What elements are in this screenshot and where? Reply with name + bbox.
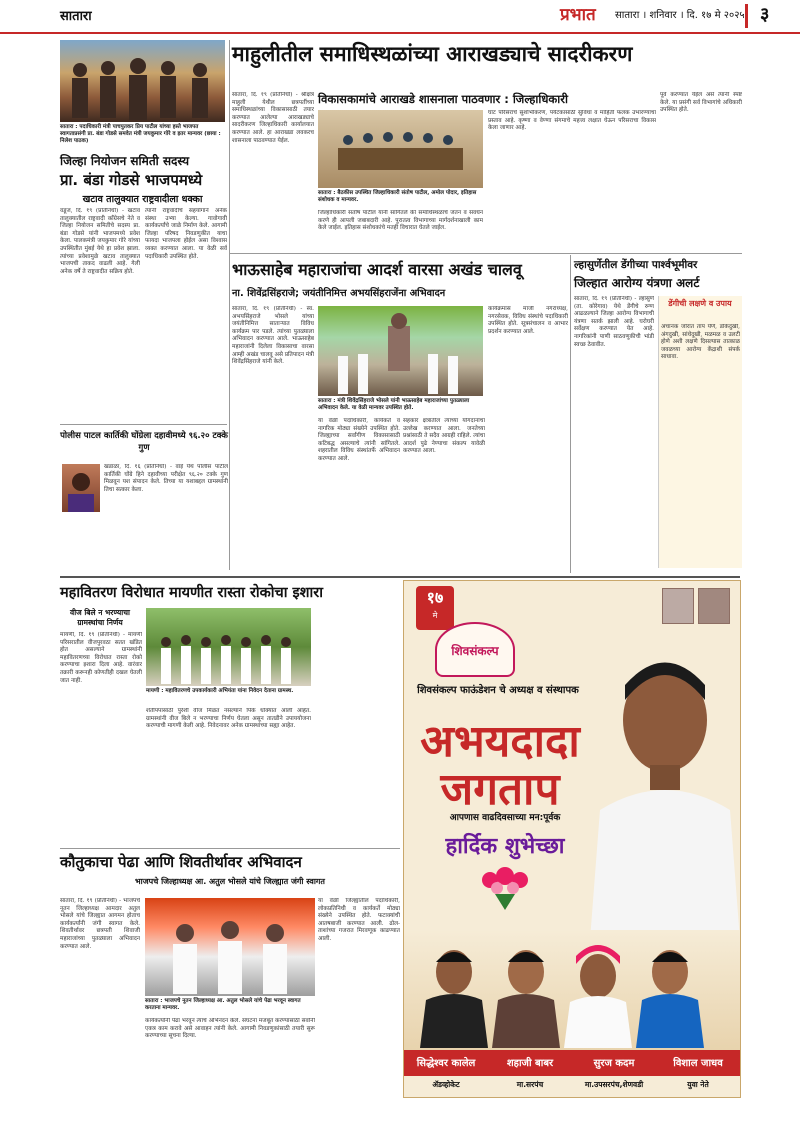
photo-caption: सातारा : पदाधिकारी मंत्री पाचपुतकर प्रिय पाटील यांच्या हस्ते भाजपत स्वागताप्रसंगी प्रा. बंडा गोडसे समवेत मंत्री जयकुमार गोरे व इतर मान्यवर (छाया : निलेश पाठक) <box>60 124 221 144</box>
divider <box>60 576 740 578</box>
article-headline: महावितरण विरोधात मायणीत रास्ता रोकोचा इशारा <box>60 585 323 601</box>
page-number: ३ <box>760 4 770 25</box>
supporter-name: सिद्धेश्वर कालेल <box>416 1058 476 1069</box>
article-body: जिल्हाधिकारी संतोष पाटील यांनी सांगितले की समाधिस्थळांचे जतन व संवर्धन करणे ही आपली जबाबदारी आहे. पुरातत्व विभागाच्या मार्गदर्शनाखाली काम केले जाईल. इतिहास संशोधकांचे मतही विचारात घेतले जाईल. <box>318 210 483 232</box>
photo-caption: सातारा : भाजपचे नूतन जिल्हाध्यक्ष आ. अतुल भोसले यांचे पेढा भरवून स्वागत करताना मान्यवर. <box>145 998 301 1011</box>
article-body: सहकार क्षेत्रातील त्यांच्या योगदानाचा उल्लेख करण्यात आला. जनतेच्या प्रश्नांसाठी ते सदैव आग्रही राहिले. त्यांचा आदर्श पुढे नेण्याचा संकल्प यावेळी करण्यात आला. <box>403 418 485 455</box>
ad-greeting: हार्दिक शुभेच्छा <box>445 833 565 859</box>
article-body: सातारा, दि. १९ (प्रतिनिधी) - ल्हासुर्णे (ता. कोरेगाव) येथे डेंगीचे रुग्ण आढळल्याने जिल्हा आरोग्य विभागाची यंत्रणा सतर्क झाली आहे. घरोघरी सर्वेक्षण करण्यात येत आहे. नागरिकांनी पाणी साठवणुकीची भांडी स्वच्छ ठेवावीत. <box>574 296 654 348</box>
article-body: पूर्व करण्यात येईल असे त्यांनी स्पष्ट केले. या प्रसंगी सर्व विभागांचे अधिकारी उपस्थित होते. <box>660 92 742 114</box>
newspaper-brand: प्रभात <box>560 5 596 25</box>
supporter-photo <box>420 938 488 1048</box>
article-body: सातारा, दि. १९ (प्रतिनिधी) - भाजपचे नूतन जिल्हाध्यक्ष आमदार अतुल भोसले यांचे जिल्ह्यात आगमन होताच कार्यकर्त्यांनी जंगी स्वागत केले. शिवतीर्थावर छत्रपती शिवाजी महाराजांच्या पुतळ्याला अभिवादन करण्यात आले. <box>60 898 140 950</box>
supporter-photo <box>492 938 560 1048</box>
group-silhouettes-icon <box>60 40 225 122</box>
supporter-role: मा.सरपंच <box>516 1080 544 1089</box>
photo-caption: सातारा : मंत्री शिवेंद्रसिंहराजे भोसले यांनी भाऊसाहेब महाराजांच्या पुतळ्याला अभिवादन केले. या वेळी मान्यवर उपस्थित होते. <box>318 398 470 411</box>
greeting-people-icon <box>145 898 315 996</box>
ad-organization: शिवसंकल्प फाऊंडेशन चे अध्यक्ष व संस्थापक <box>417 685 579 696</box>
student-photo <box>62 464 100 512</box>
divider <box>230 253 742 254</box>
photo-caption: सातारा : बैठकीस उपस्थित जिल्हाधिकारी संतोष पाटील, अमोल पोदार, इतिहास संशोधक व मान्यवर. <box>318 190 477 203</box>
supporter-photo <box>564 938 632 1048</box>
divider <box>60 848 400 849</box>
welcome-photo <box>145 898 315 996</box>
ad-brand-logo: शिवसंकल्प <box>435 622 515 677</box>
issue-date: सातारा । शनिवार । दि. १७ मे २०२५ <box>615 10 745 21</box>
ad-date-number: १७ <box>426 588 444 607</box>
conference-table-icon <box>318 110 483 188</box>
article-body: या वेळी पदाधिकारी, कार्यकर्ते व नागरिक मोठ्या संख्येने उपस्थित होते. जिल्ह्याच्या सर्वांगीण विकासासाठी कटिबद्ध असल्याचे त्यांनी सांगितले. शहरातील विविध संस्थांतर्फे अभिवादन करण्यात आले. <box>318 418 400 462</box>
crowd-icon <box>146 608 311 686</box>
article-subhead: विकासकामांचे आराखडे शासनाला पाठवणार : जिल्हाधिकारी <box>318 92 568 106</box>
article-body: सातारा, दि. १९ (प्रतिनिधी) - श्रीक्षेत्र माहुली येथील छत्रपतींच्या समाधिस्थळांच्या विकासासाठी तयार करण्यात आलेल्या आराखड्याचे सादरीकरण जिल्हाधिकारी कार्यालयात करण्यात आले. हा आराखडा लवकरच शासनाला पाठवण्यात येईल. <box>232 92 314 144</box>
article-body: या वेळी जिल्ह्यातील पदाधिकारी, लोकप्रतिनिधी व कार्यकर्ते मोठ्या संख्येने उपस्थित होते. फटाक्यांची आतषबाजी करण्यात आली. ढोल-ताशांच्या गजरात मिरवणूक काढण्यात आली. <box>318 898 400 942</box>
ad-tagline: आपणास वाढदिवसाच्या मन:पूर्वक <box>449 813 561 823</box>
article-body: कार्यक्रमास माजी नगराध्यक्ष, नगरसेवक, विविध संस्थांचे पदाधिकारी उपस्थित होते. सूत्रसंचालन व आभार प्रदर्शन करण्यात आले. <box>488 306 568 335</box>
supporter-name: शहाजी बाबर <box>506 1058 554 1069</box>
divider <box>60 424 227 425</box>
photo-caption: मायणी : महावितरणचे उपकार्यकारी अभियंता यांना निवेदन देताना ग्रामस्थ. <box>146 688 294 694</box>
article-body: त्यांनी राष्ट्रवादीचे सहयोगाने अनेक संस्था उभ्या केल्या. गावोगावी कार्यकर्त्यांचे जाळे निर्माण केले. आगामी जिल्हा परिषद निवडणुकीत याचा फायदा भाजपला होईल असा विश्वास व्यक्त करण्यात आला. या वेळी सर्व पदाधिकारी उपस्थित होते. <box>145 208 227 260</box>
meeting-photo <box>318 110 483 188</box>
supporter-role: मा.उपसरपंच,शेणवडी <box>584 1080 644 1089</box>
statue-tribute-icon <box>318 306 483 396</box>
article-subhead: ना. शिवेंद्रसिंहराजे; जयंतीनिमित्त अभयसिंहराजेंना अभिवादन <box>232 288 446 299</box>
section-name: सातारा <box>60 9 92 24</box>
info-box-body: अचानक जोरात ताप येणे, डोकेदुखी, अंगदुखी, सांधेदुखी, मळमळ व उलटी होणे अशी लक्षणे दिसल्यास तात्काळ जवळच्या आरोग्य केंद्राशी संपर्क साधावा. <box>661 324 740 361</box>
article-body: मायणी, दि. १९ (प्रतिनिधी) - मायणी परिसरातील वीजपुरवठा सतत खंडित होत असल्याने ग्रामस्थांनी महावितरणच्या विरोधात रास्ता रोको करण्याचा इशारा दिला आहे. वारंवार तक्रारी करूनही कोणतीही दखल घेतली जात नाही. <box>60 632 142 684</box>
tribute-photo <box>318 306 483 396</box>
ad-date-month: मे <box>432 611 438 620</box>
ad-date-badge <box>416 586 454 630</box>
supporter-name: सुरज कदम <box>593 1058 635 1069</box>
ad-portrait-small <box>698 588 730 624</box>
article-subhead: भाजपचे जिल्हाध्यक्ष आ. अतुल भोसले यांचे जिल्ह्यात जंगी स्वागत <box>135 877 325 886</box>
article-body: वडूज, दि. १९ (प्रतिनिधी) - खटाव तालुक्यातील राष्ट्रवादी काँग्रेसचे नेते व जिल्हा नियोजन समितीचे सदस्य प्रा. बंडा गोडसे यांनी भाजपमध्ये प्रवेश केला. पालकमंत्री जयकुमार गोरे यांच्या उपस्थितीत मुंबई येथे हा प्रवेश झाला. त्यांच्या प्रवेशामुळे खटाव तालुक्यात भाजपची ताकद वाढली आहे. गेली अनेक वर्षे ते राष्ट्रवादीत सक्रिय होते. <box>60 208 140 275</box>
supporter-photo <box>636 938 704 1048</box>
article-subhead: वीज बिले न भरण्याचा ग्रामस्थांचा निर्णय <box>70 608 130 627</box>
article-headline: प्रा. बंडा गोडसे भाजपमध्ये <box>60 171 203 189</box>
article-headline: जिल्हात आरोग्य यंत्रणा अलर्ट <box>574 276 700 290</box>
supporter-name: विशाल जाधव <box>673 1058 723 1069</box>
article-headline: भाऊसाहेब महाराजांचा आदर्श वारसा अखंड चालवू <box>232 260 522 279</box>
gods-induction-photo <box>60 40 225 122</box>
article-body: कार्यकर्त्यांनी पेढा भरवून त्यांचे अभिनंदन केले. संघटना मजबूत करण्यासाठी सर्वांनी एकत्र काम करावे असे आवाहन त्यांनी केले. आगामी निवडणुकांसाठी तयारी सुरू करण्याच्या सूचना दिल्या. <box>145 1018 315 1040</box>
article-headline: माहुलीतील समाधिस्थळांच्या आराखड्याचे सादरीकरण <box>232 42 633 66</box>
header-divider <box>745 4 748 28</box>
column-divider <box>229 40 230 570</box>
ad-honoree-name: अभयदादा जगताप <box>420 716 580 815</box>
article-subhead: खटाव तालुक्यात राष्ट्रवादीला धक्का <box>82 194 203 205</box>
flower-bouquet-icon <box>470 866 540 912</box>
article-subhead: पोलीस पाटल कार्तिकी घोंग्रेला दहावीमध्ये ९६.२० टक्के गुण <box>60 431 228 453</box>
article-body: सातारा, दि. १९ (प्रतिनिधी) - स्व. अभयसिंहराजे भोसले यांच्या जयंतीनिमित्त साताऱ्यात विविध कार्यक्रम पार पडले. त्यांच्या पुतळ्याला अभिवादन करण्यात आले. भाऊसाहेब महाराजांनी दिलेला विकासाचा वारसा आम्ही अखंड चालवू असे प्रतिपादन मंत्री शिवेंद्रसिंहराजे यांनी केले. <box>232 306 314 366</box>
ad-portrait-small <box>662 588 694 624</box>
supporter-role: ॲडव्होकेट <box>432 1080 460 1089</box>
article-kicker: जिल्हा नियोजन समिती सदस्य <box>60 154 190 168</box>
article-body: घाट परिसराचे सुशोभीकरण, पर्यटकांसाठी सुविधा व माहिती फलक उभारण्याचा प्रस्ताव आहे. कृष्णा व वेण्णा संगमाचे महत्त्व लक्षात घेऊन परिसराचा विकास केला जाणार आहे. <box>488 110 656 132</box>
person-portrait-icon <box>62 464 100 512</box>
article-body: खंडाळा, दि. १६ (प्रतिनिधी) - वाई येथे पोलीस पाटील कार्तिकी घोंग्रे हिने दहावीच्या परीक्षेत ९६.२० टक्के गुण मिळवून यश संपादन केले. तिच्या या यशाबद्दल ग्रामस्थांनी तिचा सत्कार केला. <box>104 464 228 493</box>
article-body: शेतीपंपासाठी पुरेशी वीज मिळत नसल्याने पिके धोक्यात आली आहेत. ग्रामस्थांनी वीज बिले न भरण्याचा निर्णय घेतला असून तातडीने उपाययोजना करण्याची मागणी केली आहे. निवेदनावर अनेक ग्रामस्थांच्या सह्या आहेत. <box>146 708 311 730</box>
honoree-portrait <box>580 640 740 940</box>
column-divider <box>570 255 571 573</box>
article-headline: कौतुकाचा पेढा आणि शिवतीर्थावर अभिवादन <box>60 853 302 871</box>
info-box-title: डेंगीची लक्षणे व उपाय <box>668 299 732 308</box>
supporter-role: युवा नेते <box>687 1080 709 1089</box>
protest-photo <box>146 608 311 686</box>
article-kicker: ल्हासुर्णेतील डेंगीच्या पार्श्वभूमीवर <box>574 259 698 271</box>
